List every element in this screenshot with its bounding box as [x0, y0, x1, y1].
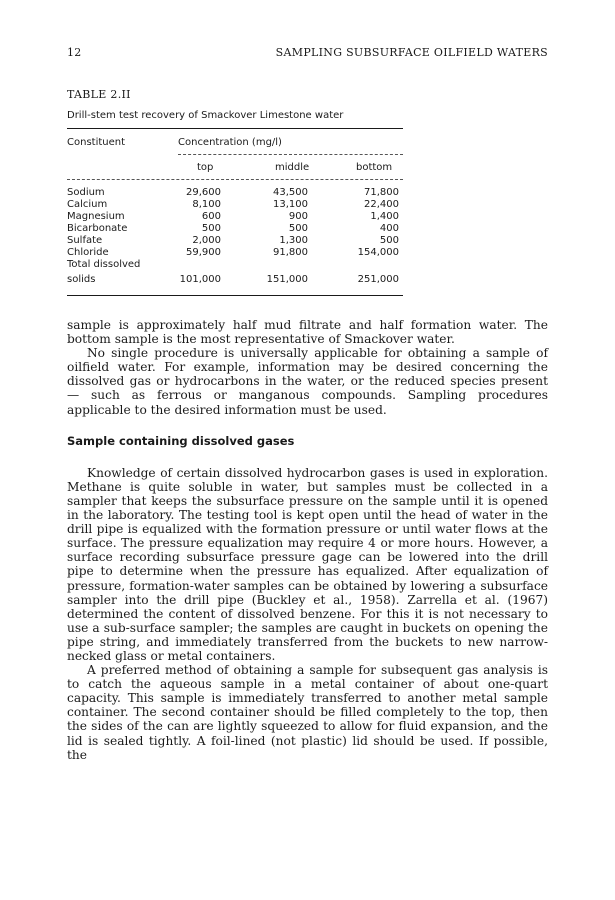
- cell-total-bottom: 251,000: [357, 274, 399, 285]
- cell-sodium-middle: 43,500: [273, 187, 308, 198]
- cell-calcium-bottom: 22,400: [364, 199, 399, 210]
- cell-total-top: 101,000: [179, 274, 221, 285]
- subheader-middle: middle: [275, 162, 310, 173]
- subheader-bottom: bottom: [356, 162, 393, 173]
- cell-chloride-bottom: 154,000: [357, 247, 399, 258]
- paragraph-4: A preferred method of obtaining a sample for subsequent gas analysis is to catch the aqueous sample in a metal container of about one-quart capacity. This sample is immediately transferred to another metal sample container. The second container should be filled completely to the top, then the sides of the can are lightly squeezed to allow for fluid expansion, and the lid is sealed tightly. A foil-lined (not plastic) lid should be used. If possible, the: [67, 663, 548, 762]
- row-label-sulfate: Sulfate: [67, 235, 103, 246]
- body-text: [67, 318, 548, 762]
- table-top-rule: [67, 128, 403, 129]
- row-label-calcium: Calcium: [67, 199, 108, 210]
- row-label-bicarbonate: Bicarbonate: [67, 223, 128, 234]
- cell-sulfate-bottom: 500: [379, 235, 399, 246]
- row-label-total-line2: solids: [67, 274, 96, 285]
- section-heading: Sample containing dissolved gases: [67, 433, 295, 448]
- cell-calcium-top: 8,100: [192, 199, 221, 210]
- running-title: SAMPLING SUBSURFACE OILFIELD WATERS: [275, 46, 548, 59]
- row-label-chloride: Chloride: [67, 247, 109, 258]
- cell-magnesium-bottom: 1,400: [370, 211, 399, 222]
- row-label-sodium: Sodium: [67, 187, 105, 198]
- cell-sodium-top: 29,600: [186, 187, 221, 198]
- page-header: [67, 46, 548, 62]
- table-caption: Drill-stem test recovery of Smackover Limestone water: [67, 110, 344, 121]
- concentration-span-rule: [178, 154, 403, 155]
- cell-bicarbonate-bottom: 400: [379, 223, 399, 234]
- page-number: 12: [67, 46, 82, 59]
- header-bottom-rule: [67, 179, 403, 180]
- cell-chloride-top: 59,900: [186, 247, 221, 258]
- cell-magnesium-top: 600: [201, 211, 221, 222]
- cell-chloride-middle: 91,800: [273, 247, 308, 258]
- paragraph-3: Knowledge of certain dissolved hydrocarbon gases is used in exploration. Methane is quite soluble in water, but samples must be collected in a sampler that keeps the subsurface pressure on the sample until it is opened in the laboratory. The testing tool is kept open until the head of water in the drill pipe is equalized with the formation pressure or until water flows at the surface. The pressure equalization may require 4 or more hours. However, a surface recording subsurface pressure gage can be lowered into the drill pipe to determine when the pressure has equalized. After equalization of pressure, formation-water samples can be obtained by lowering a subsurface sampler into the drill pipe (Buckley et al., 1958). Zarrella et al. (1967) determined the content of dissolved benzene. For this it is not necessary to use a sub-surface sampler; the samples are caught in buckets on opening the pipe string, and immediately transferred from the buckets to new narrow-necked glass or metal containers.: [67, 465, 548, 663]
- cell-calcium-middle: 13,100: [273, 199, 308, 210]
- table-label: TABLE 2.II: [67, 88, 131, 101]
- row-label-magnesium: Magnesium: [67, 211, 125, 222]
- subheader-top: top: [197, 162, 214, 173]
- data-table: [67, 128, 403, 304]
- cell-sodium-bottom: 71,800: [364, 187, 399, 198]
- cell-total-middle: 151,000: [266, 274, 308, 285]
- row-label-total-line1: Total dissolved: [67, 259, 141, 270]
- cell-bicarbonate-middle: 500: [288, 223, 308, 234]
- cell-sulfate-middle: 1,300: [279, 235, 308, 246]
- cell-sulfate-top: 2,000: [192, 235, 221, 246]
- table-bottom-rule: [67, 295, 403, 296]
- paragraph-2: No single procedure is universally applicable for obtaining a sample of oilfield water. For example, information may be desired concerning the dissolved gas or hydrocarbons in the water, or the reduced species present — such as ferrous or manganous compounds. Sampling procedures applicable to the desired information must be used.: [67, 346, 548, 417]
- cell-bicarbonate-top: 500: [201, 223, 221, 234]
- column-header-constituent: Constituent: [67, 137, 126, 148]
- cell-magnesium-middle: 900: [288, 211, 308, 222]
- paragraph-1: sample is approximately half mud filtrate and half formation water. The bottom sample is the most representative of Smackover water.: [67, 318, 548, 347]
- column-header-concentration: Concentration (mg/l): [178, 137, 282, 148]
